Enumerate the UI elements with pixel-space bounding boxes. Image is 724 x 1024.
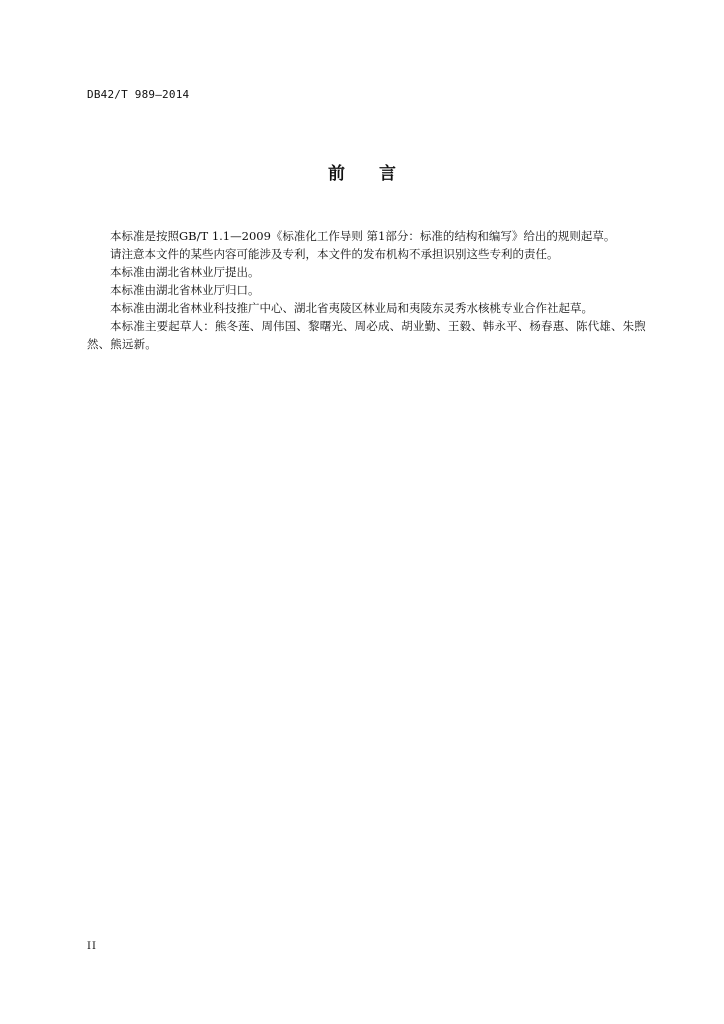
paragraph-drafting-units: 本标准由湖北省林业科技推广中心、湖北省夷陵区林业局和夷陵东灵秀水核桃专业合作社起草。	[110, 301, 593, 315]
foreword-title-char-1: 前	[328, 164, 345, 184]
page-number: II	[87, 941, 97, 952]
paragraph-patent-notice: 请注意本文件的某些内容可能涉及专利，本文件的发布机构不承担识别这些专利的责任。	[110, 247, 559, 261]
foreword-body	[87, 227, 659, 353]
paragraph-drafting-rules: 本标准是按照GB/T 1.1—2009《标准化工作导则 第1部分：标准的结构和编写》给出的规则起草。	[110, 229, 616, 243]
foreword-title	[0, 162, 724, 186]
paragraph-drafters: 本标准主要起草人：熊冬莲、周伟国、黎曙光、周必成、胡业勤、王毅、韩永平、杨春惠、陈代雄、朱煦然、熊远新。	[87, 319, 646, 351]
standard-code: DB42/T 989—2014	[87, 88, 190, 101]
paragraph-proposed-by: 本标准由湖北省林业厅提出。	[110, 265, 260, 279]
foreword-title-char-2: 言	[379, 164, 396, 184]
paragraph-centralized-by: 本标准由湖北省林业厅归口。	[110, 283, 260, 297]
